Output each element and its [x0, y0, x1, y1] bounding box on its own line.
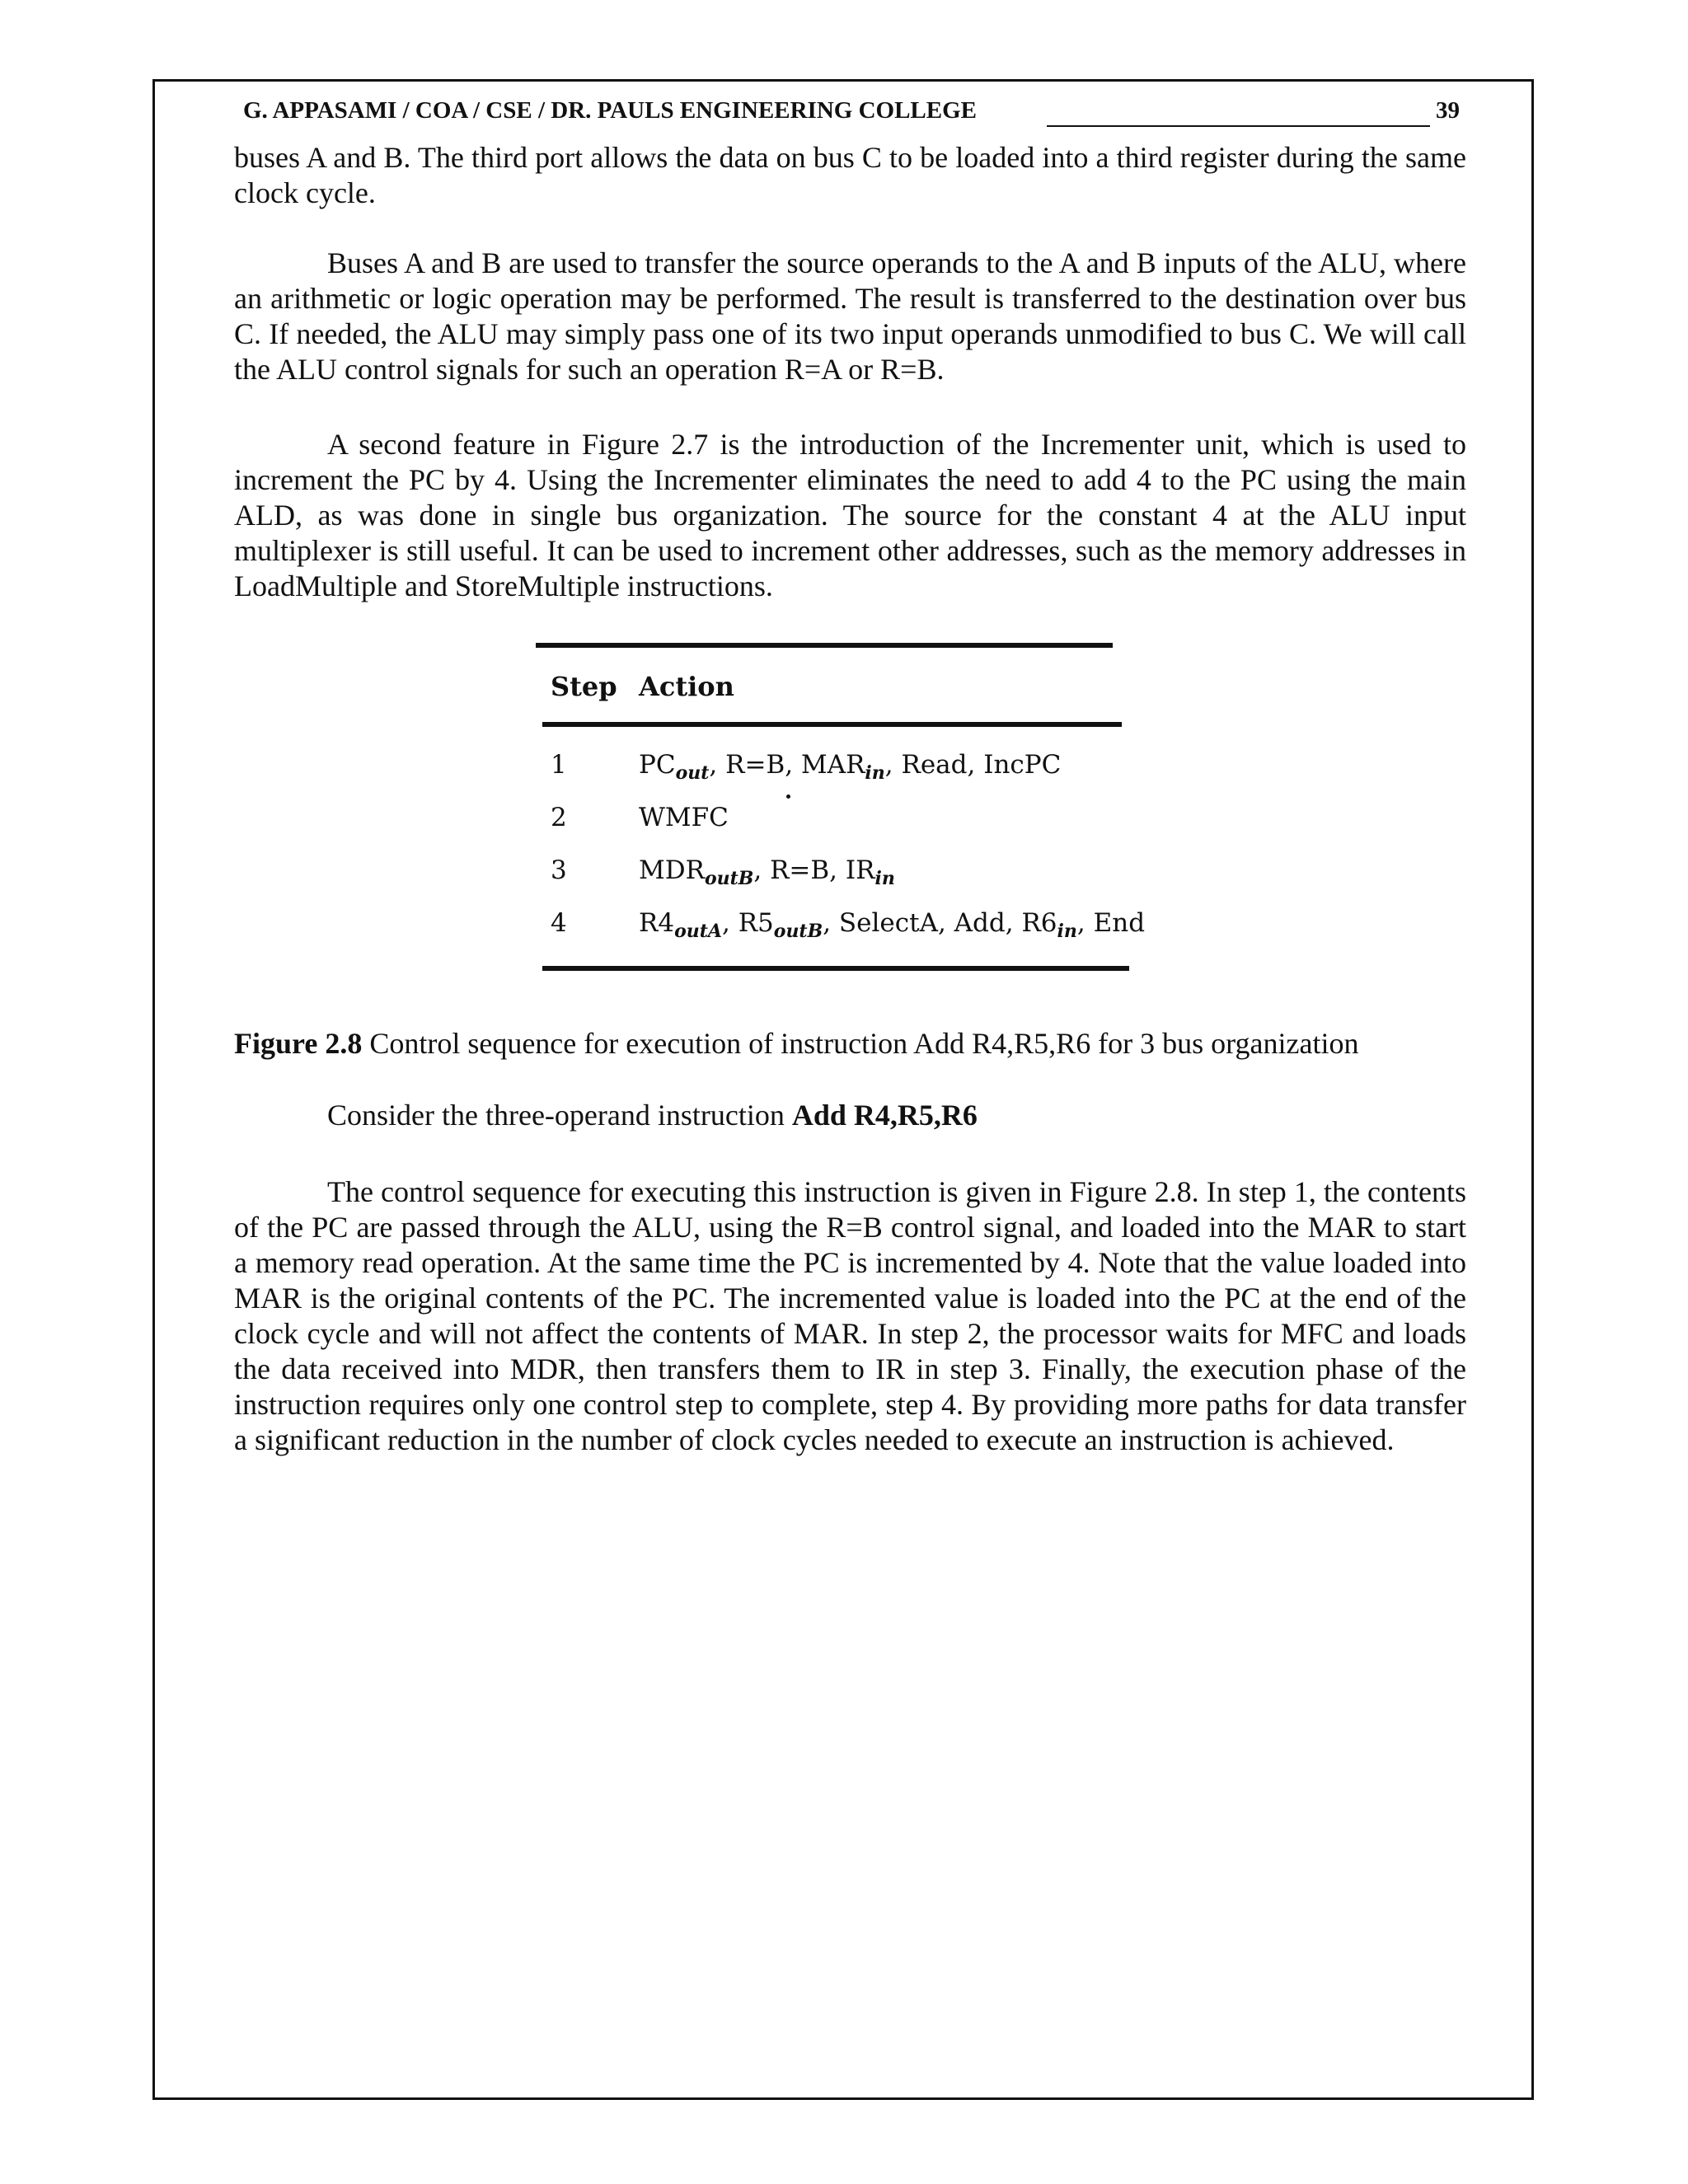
table-bottom-rule — [542, 966, 1129, 971]
caption-label: Figure 2.8 — [234, 1027, 363, 1060]
paragraph-control-sequence: The control sequence for executing this instruction is given in Figure 2.8. In step 1, the contents of the PC are passed through the ALU, using the R=B control signal, and loaded into the MAR to start a memory read operation. At the same time the PC is incremented by 4. Note that the value loaded into MAR is the original contents of the PC. The incremented value is loaded into the PC at the end of the clock cycle and will not affect the contents of MAR. In step 2, the processor waits for MFC and loads the data received into MDR, then transfers them to IR in step 3. Finally, the execution phase of the instruction requires only one control step to complete, step 4. By providing more paths for data transfer a significant reduction in the number of clock cycles needed to execute an instruction is achieved. — [234, 1175, 1466, 1456]
step-number: 1 — [551, 750, 567, 780]
header-underline — [1047, 125, 1430, 127]
page-number: 39 — [1436, 97, 1460, 124]
table-row — [551, 803, 1119, 844]
table-row — [551, 908, 1146, 949]
instruction-bold: Add R4,R5,R6 — [791, 1099, 978, 1132]
step-action: $PC_{out}$, R=B, $MAR_{in}$, Read, IncPC — [639, 750, 1062, 784]
table-row — [551, 855, 1119, 897]
paragraph-alu: Buses A and B are used to transfer the source operands to the A and B inputs of the ALU, where an arithmetic or logic operation may be performed. The result is transferred to the destination over bus C. If needed, the ALU may simply pass one of its two input operands unmodified to bus C. We will call the ALU control signals for such an operation R=A or R=B. — [234, 246, 1466, 386]
step-action: WMFC — [639, 803, 729, 832]
page-header — [243, 94, 1460, 130]
consider-text: Consider the three-operand instruction — [327, 1099, 792, 1132]
subscript: outB — [704, 868, 754, 889]
subscript: in — [1057, 921, 1077, 942]
header-title: G. APPASAMI / COA / CSE / DR. PAULS ENGINEERING COLLEGE — [243, 97, 977, 124]
paragraph-incrementer: A second feature in Figure 2.7 is the introduction of the Incrementer unit, which is used to increment the PC by 4. Using the Incrementer eliminates the need to add 4 to the PC using the main ALD, as was done in single bus organization. The source for the constant 4 at the ALU input multiplexer is still useful. It can be used to increment other addresses, such as the memory addresses in LoadMultiple and StoreMultiple instructions. — [234, 428, 1466, 602]
scan-speck — [786, 794, 790, 799]
step-action: $MDR_{outB}$, R=B, $IR_{in}$ — [639, 855, 895, 889]
caption-text: Control sequence for execution of instruction Add R4,R5,R6 for 3 bus organization — [362, 1027, 1359, 1060]
step-action: $R4_{outA}$, $R5_{outB}$, SelectA, Add, $R6_{in}$, End — [639, 908, 1146, 942]
subscript: in — [865, 762, 885, 784]
subscript: out — [675, 762, 710, 784]
table-top-rule — [536, 643, 1113, 648]
step-number: 4 — [551, 908, 567, 938]
control-sequence-table — [536, 643, 1146, 972]
subscript: in — [874, 868, 895, 889]
column-header-action: Action — [639, 671, 734, 702]
table-row — [551, 750, 1119, 791]
column-header-step: Step — [551, 671, 617, 702]
paragraph-consider — [327, 1098, 978, 1133]
subscript: outB — [773, 921, 823, 942]
subscript: outA — [674, 921, 722, 942]
figure-caption — [234, 1026, 1466, 1062]
paragraph-buses: buses A and B. The third port allows the data on bus C to be loaded into a third register during the same clock cycle. — [234, 141, 1466, 209]
table-header-rule — [542, 722, 1122, 727]
step-number: 3 — [551, 855, 567, 885]
step-number: 2 — [551, 803, 567, 832]
